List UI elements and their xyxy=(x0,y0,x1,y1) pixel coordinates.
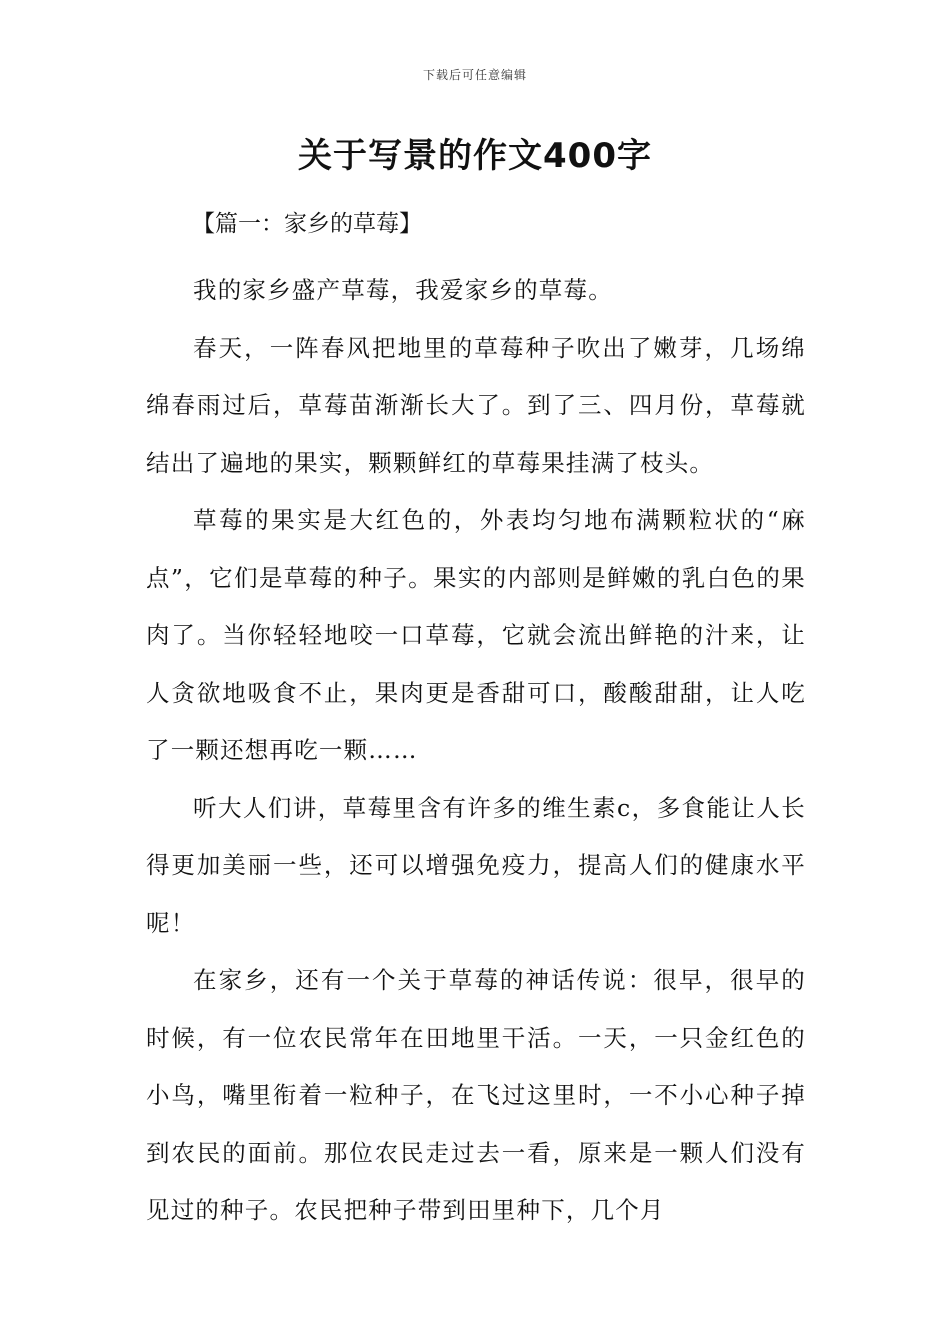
paragraph: 听大人们讲，草莓里含有许多的维生素c，多食能让人长得更加美丽一些，还可以增强免疫力，提高人们的健康水平呢！ xyxy=(146,793,806,937)
document-body xyxy=(146,262,806,1240)
paragraph: 在家乡，还有一个关于草莓的神话传说：很早，很早的时候，有一位农民常年在田地里干活。一天，一只金红色的小鸟，嘴里衔着一粒种子，在飞过这里时，一不小心种子掉到农民的面前。那位农民走过去一看，原来是一颗人们没有见过的种子。农民把种子带到田里种下，几个月 xyxy=(146,966,806,1224)
page-header-note: 下载后可任意编辑 xyxy=(422,68,527,82)
section-heading: 【篇一：家乡的草莓】 xyxy=(192,211,422,237)
paragraph: 我的家乡盛产草莓，我爱家乡的草莓。 xyxy=(193,276,613,304)
paragraph: 春天，一阵春风把地里的草莓种子吹出了嫩芽，几场绵绵春雨过后，草莓苗渐渐长大了。到了三、四月份，草莓就结出了遍地的果实，颗颗鲜红的草莓果挂满了枝头。 xyxy=(146,333,806,477)
paragraph: 草莓的果实是大红色的，外表均匀地布满颗粒状的“麻点”，它们是草莓的种子。果实的内部则是鲜嫩的乳白色的果肉了。当你轻轻地咬一口草莓，它就会流出鲜艳的汁来，让人贪欲地吸食不止，果肉更是香甜可口，酸酸甜甜，让人吃了一颗还想再吃一颗…… xyxy=(146,506,806,764)
document-title: 关于写景的作文400字 xyxy=(298,136,652,176)
